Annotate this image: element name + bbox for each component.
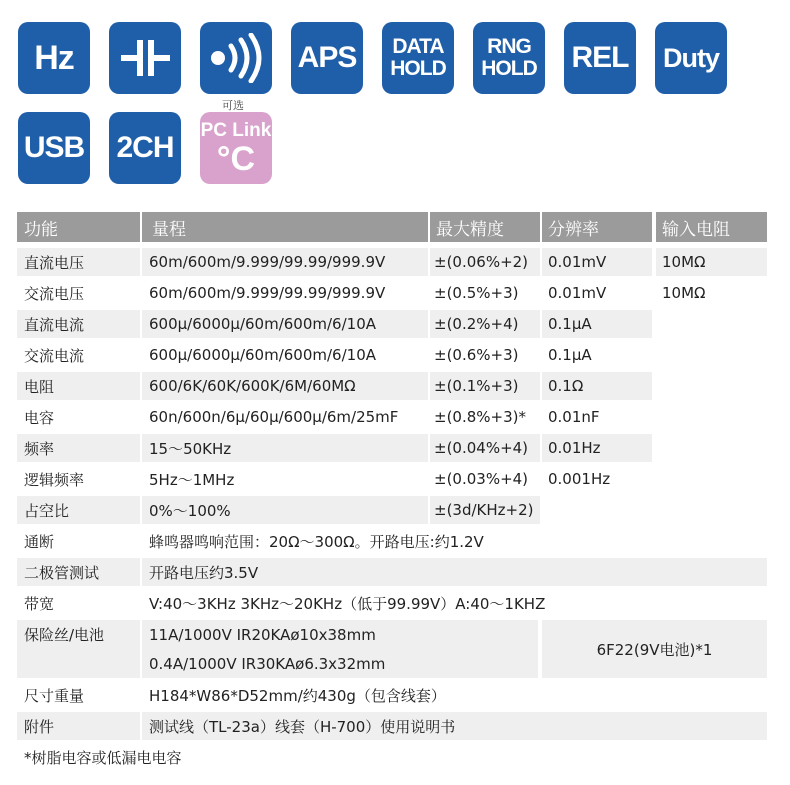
diode-label: 二极管测试 — [17, 558, 140, 586]
row-function: 交流电流 — [24, 346, 85, 365]
table-row — [17, 496, 767, 524]
accessories-label: 附件 — [17, 712, 140, 740]
row-function: 电阻 — [17, 372, 140, 400]
table-row — [17, 434, 767, 462]
aps-badge-label: APS — [297, 41, 357, 74]
2ch-badge-label: 2CH — [116, 131, 174, 164]
fuse-line-2: 0.4A/1000V IR30KAø6.3x32mm — [149, 654, 386, 673]
header-range: 量程 — [142, 212, 428, 242]
row-function: 直流电流 — [17, 310, 140, 338]
row-resolution: 0.01nF — [548, 408, 600, 426]
diode-value: 开路电压约3.5V — [142, 558, 767, 586]
row-accuracy: ±(0.06%+2) — [430, 248, 540, 276]
continuity-value: 蜂鸣器鸣响范围：20Ω～300Ω。开路电压:约1.2V — [149, 532, 484, 551]
table-row-accessories — [17, 712, 767, 740]
row-resolution: 0.001Hz — [548, 470, 611, 488]
row-accuracy: ±(0.5%+3) — [434, 284, 519, 302]
row-function: 电容 — [24, 408, 55, 427]
table-row — [17, 279, 767, 307]
row-resolution: 0.01Hz — [542, 434, 652, 462]
row-accuracy: ±(0.1%+3) — [430, 372, 540, 400]
row-impedance: 10MΩ — [662, 284, 706, 302]
row-function: 占空比 — [17, 496, 140, 524]
row-range: 5Hz～1MHz — [149, 470, 235, 489]
aps-badge — [291, 22, 363, 94]
row-resolution: 0.01mV — [548, 284, 607, 302]
table-row-continuity — [17, 527, 767, 555]
row-accuracy: ±(0.2%+4) — [430, 310, 540, 338]
battery-value: 6F22(9V电池)*1 — [542, 620, 767, 678]
capacitor-icon-glyph — [117, 36, 173, 80]
table-row — [17, 341, 767, 369]
header-impedance: 输入电阻 — [656, 212, 767, 242]
size-value: H184*W86*D52mm/约430g（包含线套） — [149, 686, 446, 705]
row-range: 60m/600m/9.999/99.99/999.9V — [149, 284, 386, 302]
rel-badge — [564, 22, 636, 94]
duty-badge-label: Duty — [663, 42, 719, 73]
continuity-label: 通断 — [24, 532, 55, 551]
hz-badge-label: Hz — [34, 38, 74, 77]
rng-hold-line1: RNG — [487, 35, 531, 58]
bandwidth-label: 带宽 — [24, 594, 55, 613]
data-hold-line1: DATA — [392, 35, 444, 58]
table-row-diode — [17, 558, 767, 586]
footnote: *树脂电容或低漏电电容 — [24, 748, 182, 767]
table-row — [17, 372, 767, 400]
row-accuracy: ±(0.6%+3) — [434, 346, 519, 364]
row-accuracy: ±(0.8%+3)* — [434, 408, 526, 426]
fuse-label: 保险丝/电池 — [17, 620, 140, 678]
rng-hold-badge — [473, 22, 545, 94]
hz-badge — [18, 22, 90, 94]
row-function: 直流电压 — [17, 248, 140, 276]
table-row — [17, 310, 767, 338]
optional-note: 可选 — [222, 99, 244, 112]
header-function: 功能 — [17, 212, 140, 242]
size-label: 尺寸重量 — [24, 686, 85, 705]
row-range: 600μ/6000μ/60m/600m/6/10A — [142, 310, 428, 338]
fuse-values — [142, 620, 538, 678]
usb-badge — [18, 112, 90, 184]
row-resolution: 0.1μA — [542, 310, 652, 338]
bandwidth-value: V:40～3KHz 3KHz～20KHz（低于99.99V）A:40～1KHZ — [149, 594, 546, 613]
table-row-bandwidth — [17, 589, 767, 617]
row-resolution: 0.1Ω — [542, 372, 652, 400]
table-row — [17, 403, 767, 431]
row-accuracy: ±(3d/KHz+2) — [430, 496, 540, 524]
rng-hold-line2: HOLD — [481, 57, 537, 80]
table-row-size — [17, 681, 767, 709]
capacitor-icon — [109, 22, 181, 94]
pc-link-badge — [200, 112, 272, 184]
row-accuracy: ±(0.04%+4) — [430, 434, 540, 462]
table-header — [17, 212, 767, 242]
table-row — [17, 465, 767, 493]
row-resolution: 0.1μA — [548, 346, 592, 364]
row-impedance: 10MΩ — [656, 248, 767, 276]
row-range: 0%～100% — [142, 496, 428, 524]
row-accuracy: ±(0.03%+4) — [434, 470, 529, 488]
row-function: 逻辑频率 — [24, 470, 85, 489]
rel-badge-label: REL — [571, 41, 629, 74]
row-range: 60n/600n/6μ/60μ/600μ/6m/25mF — [149, 408, 399, 426]
pc-link-label: PC Link — [200, 120, 272, 141]
buzzer-icon-glyph — [205, 33, 267, 83]
celsius-label: °C — [216, 140, 256, 178]
row-range: 600/6K/60K/600K/6M/60MΩ — [142, 372, 428, 400]
duty-badge — [655, 22, 727, 94]
buzzer-icon — [200, 22, 272, 94]
table-row-fuse — [17, 620, 767, 678]
table-row — [17, 248, 767, 276]
table-row-footnote — [17, 743, 767, 771]
row-resolution: 0.01mV — [542, 248, 652, 276]
usb-badge-label: USB — [23, 131, 85, 164]
2ch-badge — [109, 112, 181, 184]
accessories-value: 测试线（TL-23a）线套（H-700）使用说明书 — [142, 712, 767, 740]
data-hold-badge — [382, 22, 454, 94]
row-range: 15～50KHz — [142, 434, 428, 462]
fuse-line-1: 11A/1000V IR20KAø10x38mm — [149, 625, 376, 644]
row-range: 600μ/6000μ/60m/600m/6/10A — [149, 346, 376, 364]
row-range: 60m/600m/9.999/99.99/999.9V — [142, 248, 428, 276]
data-hold-line2: HOLD — [390, 57, 446, 80]
row-function: 频率 — [17, 434, 140, 462]
row-function: 交流电压 — [24, 284, 85, 303]
header-resolution: 分辨率 — [542, 212, 652, 242]
header-accuracy: 最大精度 — [430, 212, 540, 242]
